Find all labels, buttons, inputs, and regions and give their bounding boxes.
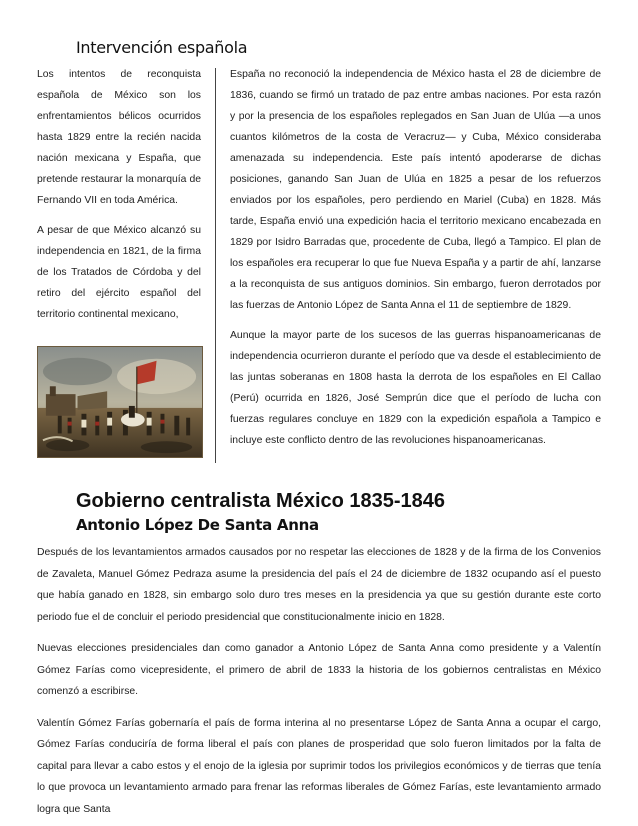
right-paragraph-1: España no reconoció la independencia de México hasta el 28 de diciembre de 1836, cuando se firmó un tratado de paz entre ambas naciones. Por esta razón y por la presencia de los españoles replegados en San Juan de Ulúa —a unos cuantos kilómetros de la costa de Veracruz— y Cuba, México consideraba amenazada su independencia. Este país intentó apoderarse de dichas posiciones, ganando San Juan de Ulúa en 1825 a pesar de los refuerzos enviados por los españoles, pero perdiendo en Mariel (Cuba) en 1828. Más tarde, España envió una expedición hacia el territorio mexicano encabezada en 1829 por Isidro Barradas que, procedente de Cuba, llegó a Tampico. El plan de los españoles era recuperar lo que fue Nueva España y a partir de ahí, lanzarse a la reconquista de sus antiguos dominios. Sin embargo, fueron derrotados por las fuerzas de Antonio López de Santa Anna el 11 de septiembre de 1829. <box>230 69 601 311</box>
left-column <box>37 64 201 334</box>
section-subtitle-santa-anna: Antonio López De Santa Anna <box>76 516 319 534</box>
column-divider <box>215 68 216 463</box>
battle-painting-image <box>37 346 203 458</box>
right-column <box>230 64 601 460</box>
right-paragraph-2: Aunque la mayor parte de los sucesos de las guerras hispanoamericanas de independencia ocurrieron durante el período que va desde el establecimiento de las juntas soberanas en 1808 hasta la derrota de los españoles en El Callao (Perú) ocurrida en 1826, José Semprún dice que el período de lucha con fuerzas regulares concluye en 1829 con la expedición española a Tampico e incluye este conflicto dentro de las revoluciones hispanoamericanas. <box>230 330 601 446</box>
section-title-gobierno: Gobierno centralista México 1835-1846 <box>76 490 446 512</box>
bottom-paragraph-2: Nuevas elecciones presidenciales dan como ganador a Antonio López de Santa Anna como presidente y a Valentín Gómez Farías como vicepresidente, el primero de abril de 1833 la historia de los gobiernos centralistas en México comenzó a escribirse. <box>37 643 601 697</box>
left-paragraph-1: Los intentos de reconquista española de México son los enfrentamientos bélicos ocurridos hasta 1829 entre la recién nacida nación mexicana y España, que pretende restaurar la monarquía de Fernando VII en toda América. <box>37 69 201 206</box>
battle-painting-illustration <box>38 347 202 457</box>
bottom-paragraph-1: Después de los levantamientos armados causados por no respetar las elecciones de 1828 y de la firma de los Convenios de Zavaleta, Manuel Gómez Pedraza asume la presidencia del país el 24 de diciembre de 1832 ocupando así el puesto que había ganado en 1828, sin embargo solo duro tres meses en la presidencia ya que su gestión durante este corto periodo fue el de concluir el periodo presidencial que constitucionalmente inicio en 1828. <box>37 547 601 623</box>
bottom-body <box>37 542 601 826</box>
bottom-paragraph-3: Valentín Gómez Farías gobernaría el país de forma interina al no presentarse López de Santa Anna a ocupar el cargo, Gómez Farías conduciría de forma liberal el país con planes de prosperidad que solo fueron limitados por la falta de capital para llevar a cabo estos y el enojo de la iglesia por suprimir todos los privilegios económicos y de tierras que tenía lo que provoca un levantamiento armado para frenar las reformas liberales de Gómez Farías, este levantamiento armado logra que Santa <box>37 717 601 815</box>
section-title-intervencion: Intervención española <box>76 38 248 57</box>
left-paragraph-2: A pesar de que México alcanzó su independencia en 1821, de la firma de los Tratados de Córdoba y del retiro del ejército español del territorio continental mexicano, <box>37 225 201 320</box>
